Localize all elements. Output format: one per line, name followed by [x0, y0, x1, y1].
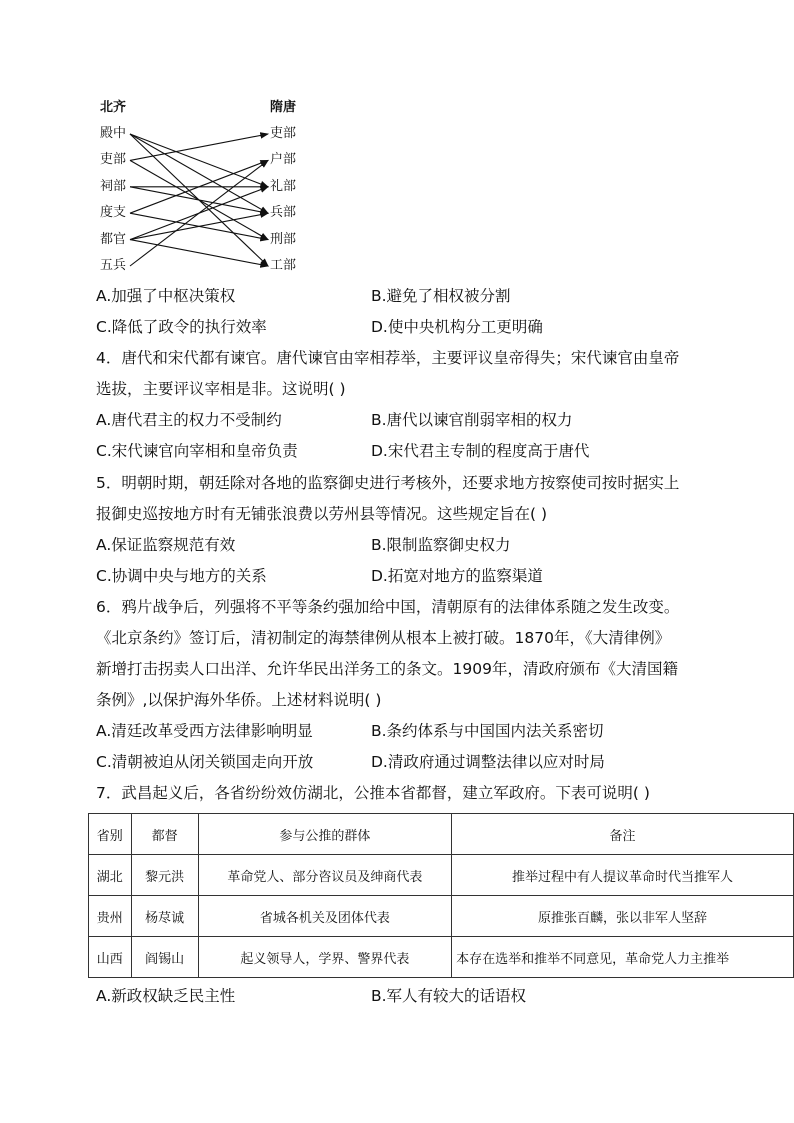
table-row: [89, 937, 794, 978]
q4-stem-line: 选拔，主要评议宰相是非。这说明( ): [96, 380, 346, 398]
q5-option-c[interactable]: C.协调中央与地方的关系: [96, 567, 267, 585]
table-row: [89, 855, 794, 896]
table-cell: 革命党人、部分咨议员及绅商代表: [198, 855, 451, 896]
right-header: 隋唐: [270, 100, 297, 115]
q6-stem-line: 条例》,以保护海外华侨。上述材料说明( ): [96, 691, 382, 709]
mapping-arrow: [130, 160, 268, 266]
table-cell: 湖北: [89, 855, 132, 896]
q4-option-b[interactable]: B.唐代以谏官削弱宰相的权力: [371, 411, 573, 429]
left-item: 五兵: [100, 258, 127, 273]
table-header-cell: 省别: [89, 814, 132, 855]
q7-stem: 7．武昌起义后，各省纷纷效仿湖北，公推本省都督，建立军政府。下表可说明( ): [96, 784, 650, 802]
table-cell: 黎元洪: [131, 855, 198, 896]
right-item: 兵部: [270, 205, 297, 220]
table-cell: 杨荩诚: [131, 896, 198, 937]
q6-option-c[interactable]: C.清朝被迫从闭关锁国走向开放: [96, 753, 314, 771]
left-item: 祠部: [100, 179, 127, 194]
q6-option-b[interactable]: B.条约体系与中国国内法关系密切: [371, 722, 604, 740]
table-cell: 贵州: [89, 896, 132, 937]
right-item: 刑部: [270, 232, 297, 247]
mapping-arrow: [130, 134, 268, 160]
q6-stem-line: 6．鸦片战争后，列强将不平等条约强加给中国，清朝原有的法律体系随之发生改变。: [96, 598, 680, 616]
mapping-arrow: [130, 134, 268, 213]
q7-option-a[interactable]: A.新政权缺乏民主性: [96, 987, 236, 1005]
left-item: 都官: [100, 232, 127, 247]
table-header-cell: 备注: [452, 814, 794, 855]
q5-stem-line: 5．明朝时期，朝廷除对各地的监察御史进行考核外，还要求地方按察使司按时据实上: [96, 474, 680, 492]
q6-stem-line: 新增打击拐卖人口出洋、允许华民出洋务工的条文。1909年，清政府颁布《大清国籍: [96, 660, 678, 678]
table-cell: 起义领导人，学界、警界代表: [198, 937, 451, 978]
q6-option-d[interactable]: D.清政府通过调整法律以应对时局: [371, 753, 605, 771]
table-header-cell: 都督: [131, 814, 198, 855]
table-cell: 省城各机关及团体代表: [198, 896, 451, 937]
right-item: 吏部: [270, 126, 297, 141]
table-header-row: [89, 814, 794, 855]
right-item: 礼部: [270, 179, 297, 194]
right-item: 工部: [270, 258, 297, 273]
q4-option-a[interactable]: A.唐代君主的权力不受制约: [96, 411, 282, 429]
q4-option-c[interactable]: C.宋代谏官向宰相和皇帝负责: [96, 442, 298, 460]
q3-option-b[interactable]: B.避免了相权被分割: [371, 287, 511, 305]
mapping-arrow: [130, 240, 268, 266]
q5-stem-line: 报御史巡按地方时有无铺张浪费以劳州县等情况。这些规定旨在( ): [96, 505, 548, 523]
table-cell: 本存在选举和推举不同意见，革命党人力主推举: [452, 937, 794, 978]
q6-stem-line: 《北京条约》签订后，清初制定的海禁律例从根本上被打破。1870年，《大清律例》: [96, 629, 671, 647]
q3-option-a[interactable]: A.加强了中枢决策权: [96, 287, 236, 305]
q4-option-d[interactable]: D.宋代君主专制的程度高于唐代: [371, 442, 590, 460]
table-row: [89, 896, 794, 937]
q5-option-b[interactable]: B.限制监察御史权力: [371, 536, 511, 554]
q3-option-d[interactable]: D.使中央机构分工更明确: [371, 318, 543, 336]
q5-option-d[interactable]: D.拓宽对地方的监察渠道: [371, 567, 543, 585]
q7-table: [88, 813, 794, 978]
mapping-arrow: [130, 134, 268, 187]
q7-option-b[interactable]: B.军人有较大的话语权: [371, 987, 527, 1005]
right-item: 户部: [270, 152, 297, 167]
department-mapping-diagram: [92, 96, 322, 278]
table-cell: 推举过程中有人提议革命时代当推军人: [452, 855, 794, 896]
left-item: 度支: [100, 205, 127, 220]
q6-option-a[interactable]: A.清廷改革受西方法律影响明显: [96, 722, 313, 740]
q3-option-c[interactable]: C.降低了政令的执行效率: [96, 318, 267, 336]
q5-option-a[interactable]: A.保证监察规范有效: [96, 536, 236, 554]
mapping-arrow: [130, 187, 268, 213]
left-item: 殿中: [100, 126, 127, 141]
table-header-cell: 参与公推的群体: [198, 814, 451, 855]
table-cell: 山西: [89, 937, 132, 978]
left-item: 吏部: [100, 152, 127, 167]
left-header: 北齐: [100, 100, 127, 115]
table-cell: 原推张百麟，张以非军人坚辞: [452, 896, 794, 937]
table-cell: 阎锡山: [131, 937, 198, 978]
q4-stem-line: 4．唐代和宋代都有谏官。唐代谏官由宰相荐举，主要评议皇帝得失；宋代谏官由皇帝: [96, 349, 680, 367]
